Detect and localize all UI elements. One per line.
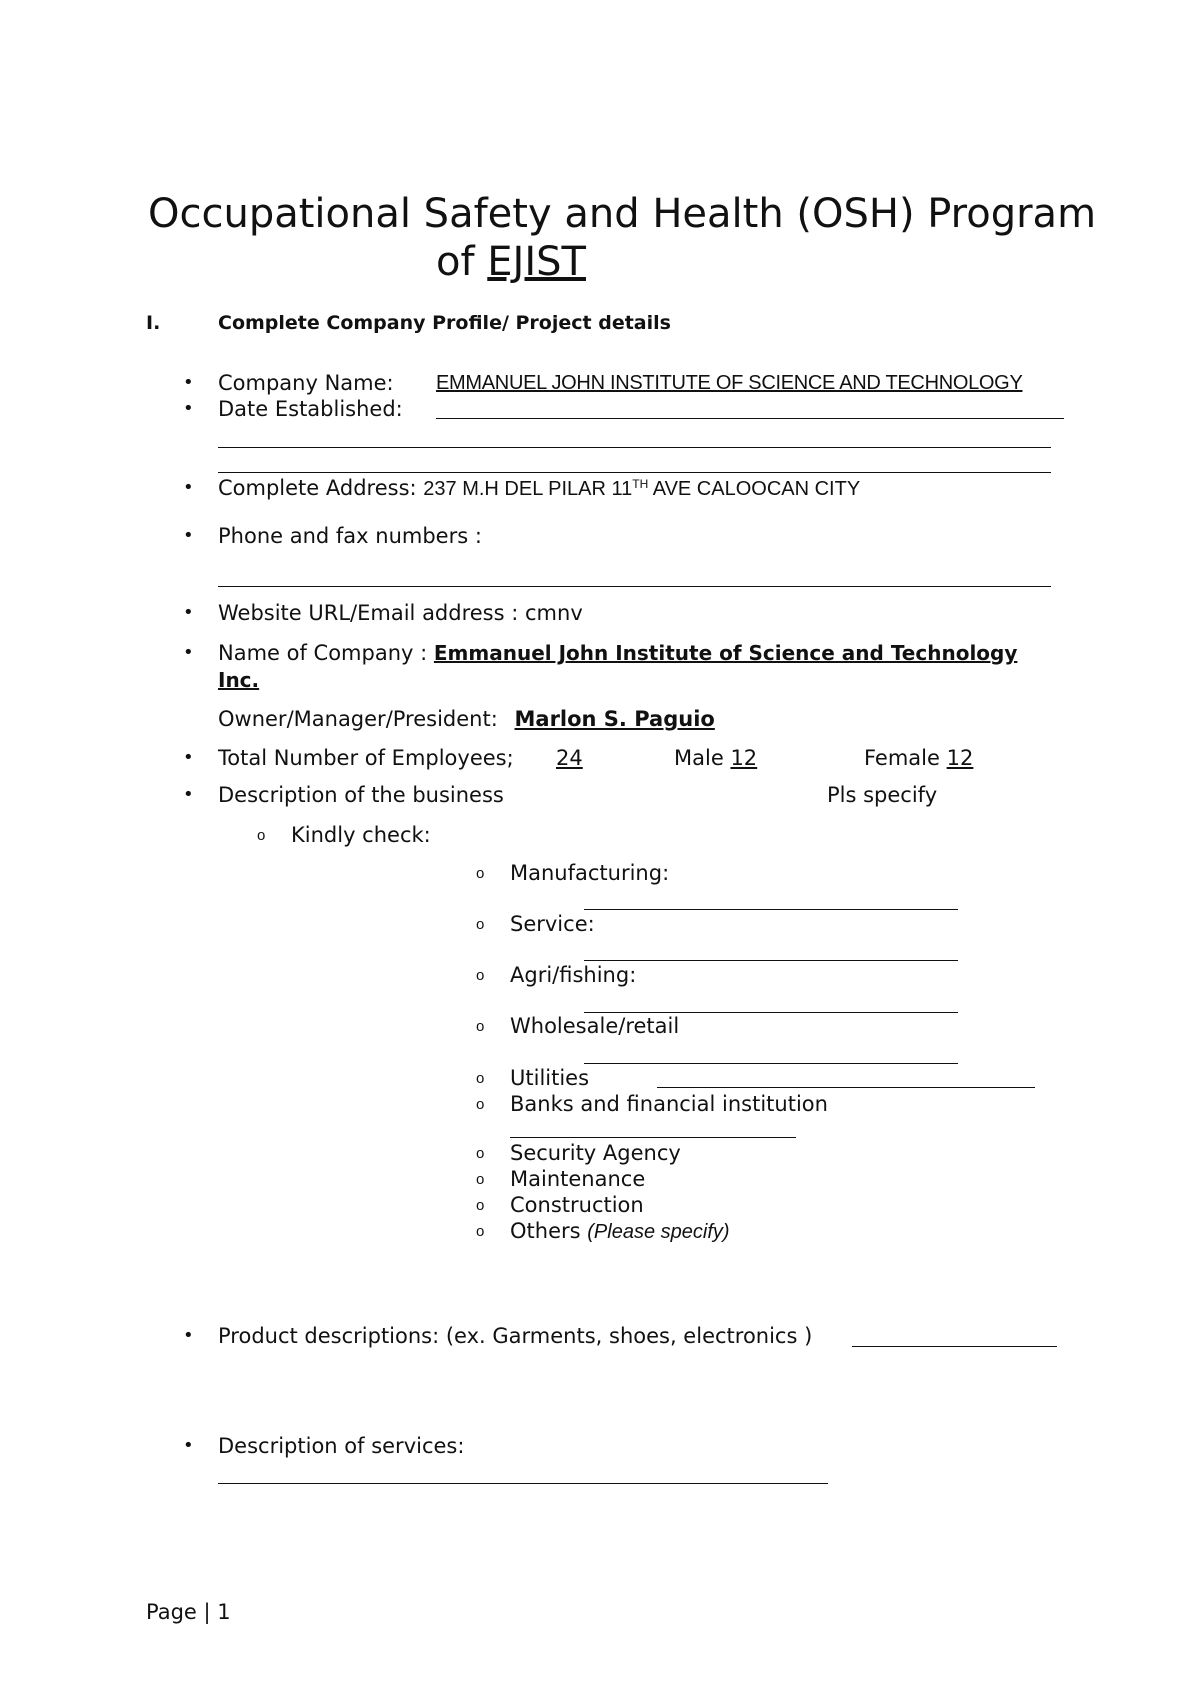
company-label: Name of Company : (218, 641, 428, 665)
business-type-banks: Banks and financial institution (510, 1092, 828, 1116)
sub-bullet-icon: o (476, 916, 485, 933)
page-number: 1 (217, 1600, 231, 1624)
female-label: Female (864, 746, 940, 770)
employees-label: Total Number of Employees; (218, 746, 514, 770)
document-title-line1: Occupational Safety and Health (OSH) Program (148, 191, 1097, 237)
bullet-icon: • (183, 642, 194, 663)
blank-line (218, 447, 1051, 448)
sub-bullet-icon: o (476, 1223, 485, 1240)
owner-value: Marlon S. Paguio (514, 707, 715, 731)
product-description-label: Product descriptions: (ex. Garments, shoes, electronics ) (218, 1324, 813, 1348)
company-name-value: EMMANUEL JOHN INSTITUTE OF SCIENCE AND TECHNOLOGY (436, 372, 1023, 394)
bullet-icon: • (183, 747, 194, 768)
sub-bullet-icon: o (476, 1070, 485, 1087)
title-of: of (436, 239, 475, 285)
website-label: Website URL/Email address : (218, 601, 519, 625)
company-row (218, 640, 1017, 666)
title-company: EJIST (487, 239, 586, 285)
bullet-icon: • (183, 1325, 194, 1346)
sub-bullet-icon: o (476, 1018, 485, 1035)
date-established-label: Date Established: (218, 397, 403, 421)
employees-value: 24 (556, 746, 583, 770)
male-count (674, 745, 757, 771)
business-specify: Pls specify (827, 783, 938, 807)
page-label: Page | (146, 1600, 211, 1624)
business-type-agri: Agri/fishing: (510, 963, 637, 987)
sub-bullet-icon: o (476, 1197, 485, 1214)
page-footer (146, 1599, 231, 1625)
business-type-wholesale: Wholesale/retail (510, 1014, 680, 1038)
business-type-service: Service: (510, 912, 595, 936)
services-description-blank (218, 1483, 828, 1484)
address-label: Complete Address: (218, 476, 417, 500)
company-value-line2: Inc. (218, 668, 260, 692)
sub-bullet-icon: o (257, 827, 266, 844)
website-row (218, 600, 583, 626)
others-label: Others (510, 1219, 581, 1243)
female-value: 12 (946, 746, 974, 770)
business-type-construction: Construction (510, 1193, 644, 1217)
business-type-utilities: Utilities (510, 1066, 590, 1090)
male-label: Male (674, 746, 724, 770)
service-blank (584, 960, 958, 961)
female-count (864, 745, 973, 771)
blank-line (218, 472, 1051, 473)
kindly-check-label: Kindly check: (291, 823, 431, 847)
phone-label: Phone and fax numbers : (218, 524, 482, 548)
business-label: Description of the business (218, 783, 504, 807)
company-value: Emmanuel John Institute of Science and Technology (433, 641, 1018, 665)
website-value: cmnv (525, 601, 583, 625)
business-type-security: Security Agency (510, 1141, 681, 1165)
sub-bullet-icon: o (476, 967, 485, 984)
section-heading: Complete Company Profile/ Project details (218, 312, 671, 334)
product-description-blank (852, 1346, 1057, 1347)
bullet-icon: • (183, 784, 194, 805)
address-row (218, 475, 860, 502)
owner-label: Owner/Manager/President: (218, 707, 498, 731)
document-title-line2 (436, 238, 586, 286)
wholesale-blank (584, 1063, 958, 1064)
business-type-maintenance: Maintenance (510, 1167, 646, 1191)
owner-row (218, 706, 715, 732)
phone-blank (218, 586, 1051, 587)
section-number: I. (146, 312, 161, 334)
banks-blank (510, 1137, 796, 1138)
bullet-icon: • (183, 477, 194, 498)
male-value: 12 (730, 746, 758, 770)
bullet-icon: • (183, 525, 194, 546)
business-type-others (510, 1218, 730, 1245)
company-name-label: Company Name: (218, 371, 394, 395)
bullet-icon: • (183, 398, 194, 419)
sub-bullet-icon: o (476, 1096, 485, 1113)
manufacturing-blank (584, 909, 958, 910)
business-type-manufacturing: Manufacturing: (510, 861, 670, 885)
bullet-icon: • (183, 602, 194, 623)
others-note: (Please specify) (587, 1221, 730, 1243)
bullet-icon: • (183, 372, 194, 393)
services-description-label: Description of services: (218, 1434, 465, 1458)
utilities-blank (657, 1087, 1035, 1088)
sub-bullet-icon: o (476, 1145, 485, 1162)
date-established-blank (436, 418, 1064, 419)
sub-bullet-icon: o (476, 865, 485, 882)
bullet-icon: • (183, 1435, 194, 1456)
address-value: 237 M.H DEL PILAR 11TH AVE CALOOCAN CITY (423, 477, 861, 500)
sub-bullet-icon: o (476, 1171, 485, 1188)
